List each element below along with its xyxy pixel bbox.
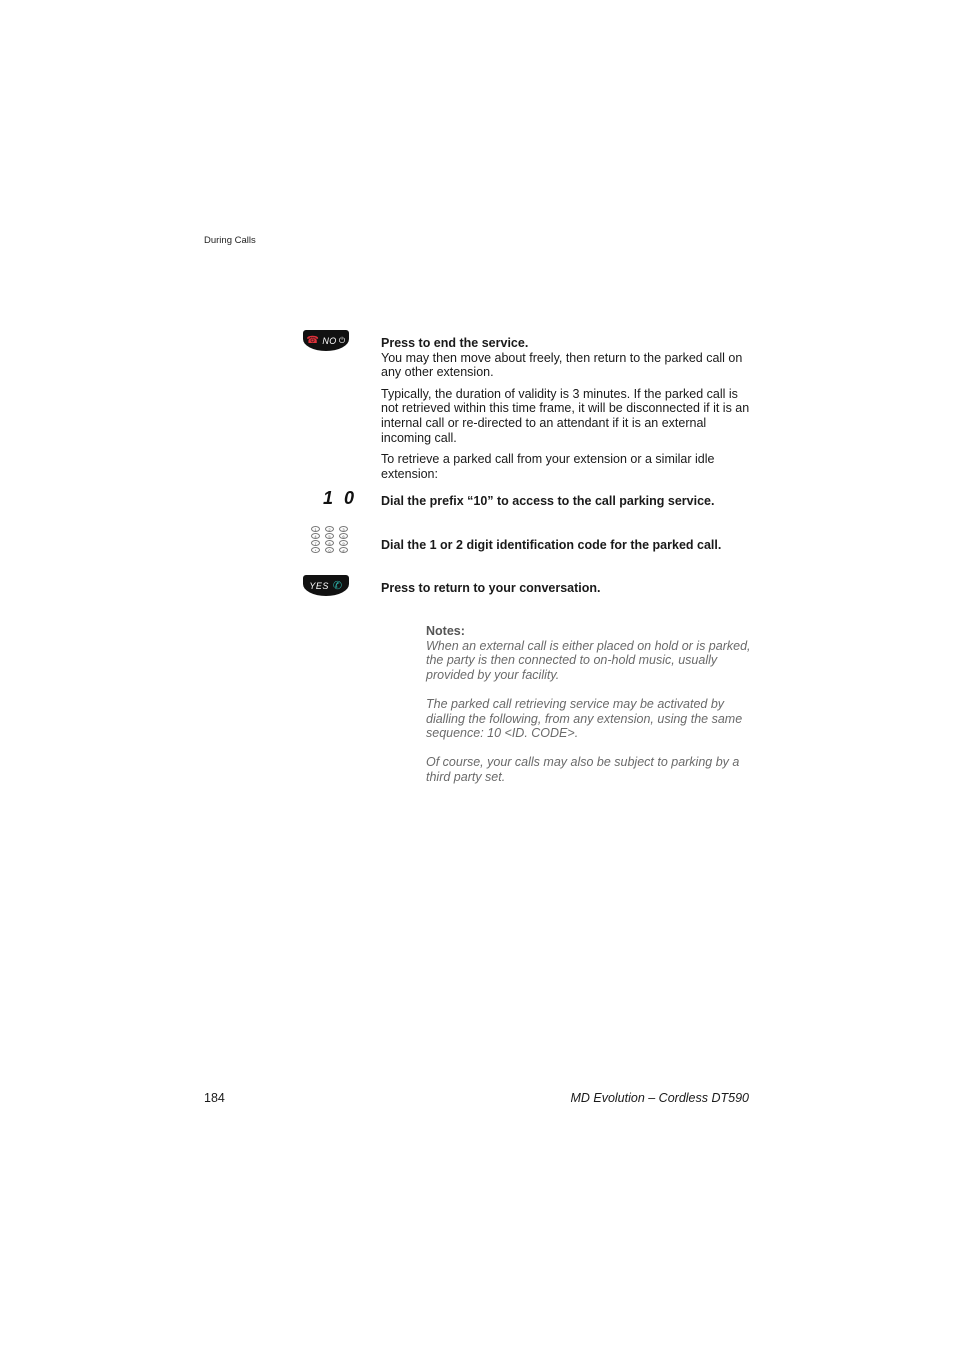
step-end-service-para: Typically, the duration of validity is 3 minutes. If the parked call is not retrieved within this time frame, it will be disconnected if it is an internal call or re-directed to an attendant if it is an external incoming call. bbox=[381, 386, 750, 445]
note-paragraph: Of course, your calls may also be subject to parking by a third party set. bbox=[426, 755, 740, 784]
keypad-key-icon: * bbox=[311, 547, 320, 553]
yes-key-label: YES bbox=[309, 580, 329, 591]
prefix-digits: 1 0 bbox=[323, 488, 358, 508]
notes-box bbox=[426, 624, 756, 799]
note-paragraph: When an external call is either placed on hold or is parked, the party is then connected to on-hold music, usually provided by your facility. bbox=[426, 638, 751, 682]
footer-product: MD Evolution – Cordless DT590 bbox=[570, 1091, 749, 1105]
yes-key-icon bbox=[303, 575, 349, 596]
notes-title: Notes: bbox=[426, 624, 465, 638]
page-number: 184 bbox=[204, 1091, 225, 1105]
keypad-key-icon: 1 bbox=[311, 526, 320, 532]
keypad-key-icon: 8 bbox=[325, 540, 334, 546]
power-icon: ⏻ bbox=[338, 335, 346, 345]
step-dial-prefix: Dial the prefix “10” to access to the call parking service. bbox=[381, 494, 715, 508]
keypad-key-icon: 2 bbox=[325, 526, 334, 532]
call-icon: ✆ bbox=[332, 580, 343, 592]
step-end-service-title: Press to end the service. bbox=[381, 336, 529, 350]
step-end-service-para: You may then move about freely, then return to the parked call on any other extension. bbox=[381, 350, 743, 380]
keypad-key-icon: 4 bbox=[311, 533, 320, 539]
keypad-key-icon: 6 bbox=[339, 533, 348, 539]
step-dial-code: Dial the 1 or 2 digit identification code for the parked call. bbox=[381, 538, 722, 552]
note-paragraph: The parked call retrieving service may be activated by dialling the following, from any extension, using the same sequence: 10 <ID. CODE>. bbox=[426, 696, 743, 741]
step-end-service-para: To retrieve a parked call from your extension or a similar idle extension: bbox=[381, 452, 715, 481]
end-call-icon: ☎ bbox=[306, 335, 320, 346]
keypad-icon bbox=[311, 526, 351, 553]
step-end-service bbox=[381, 336, 753, 488]
keypad-key-icon: 5 bbox=[325, 533, 334, 539]
keypad-key-icon: 0 bbox=[325, 547, 334, 553]
no-key-label: NO bbox=[322, 335, 337, 346]
section-header: During Calls bbox=[204, 235, 256, 246]
keypad-key-icon: 3 bbox=[339, 526, 348, 532]
step-return-conversation: Press to return to your conversation. bbox=[381, 581, 601, 595]
no-key-icon bbox=[303, 330, 349, 351]
keypad-key-icon: 9 bbox=[339, 540, 348, 546]
keypad-key-icon: # bbox=[339, 547, 348, 553]
keypad-key-icon: 7 bbox=[311, 540, 320, 546]
